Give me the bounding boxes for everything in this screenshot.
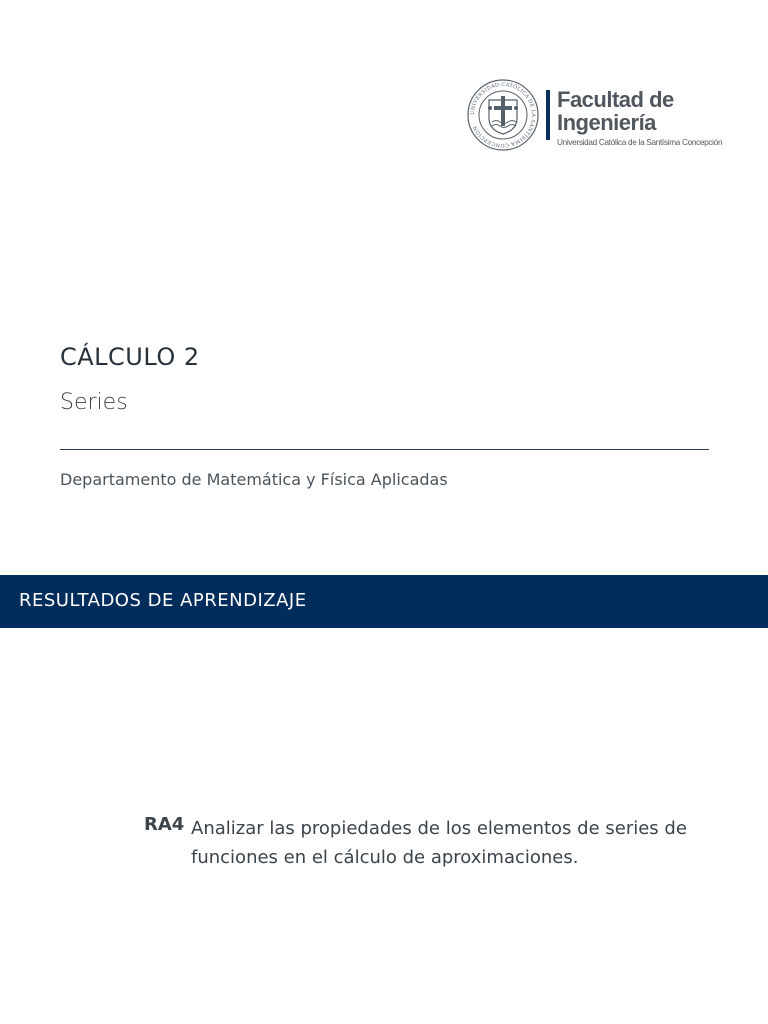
logo-title-line1: Facultad de — [557, 87, 674, 112]
seal-text: UNIVERSIDAD CATÓLICA DE LA SANTÍSIMA CONCEPCIÓN — [469, 81, 537, 149]
faculty-logo — [466, 78, 723, 156]
logo-title-line2: Ingeniería — [557, 110, 656, 135]
section-banner-title: RESULTADOS DE APRENDIZAJE — [19, 590, 307, 611]
section-banner — [0, 575, 768, 628]
university-seal-icon — [466, 78, 540, 152]
title-divider — [60, 449, 709, 450]
logo-divider — [546, 90, 550, 140]
logo-wordmark — [557, 88, 722, 147]
department-name: Departamento de Matemática y Física Aplicadas — [60, 470, 448, 489]
logo-subtitle: Universidad Católica de la Santísima Concepción — [557, 138, 723, 147]
learning-outcome-text: Analizar las propiedades de los elementos de series de funciones en el cálculo de aproximaciones. — [191, 818, 687, 868]
course-subtitle: Series — [60, 390, 128, 415]
course-title: CÁLCULO 2 — [60, 343, 200, 371]
learning-outcome-code: RA4 — [144, 814, 185, 835]
